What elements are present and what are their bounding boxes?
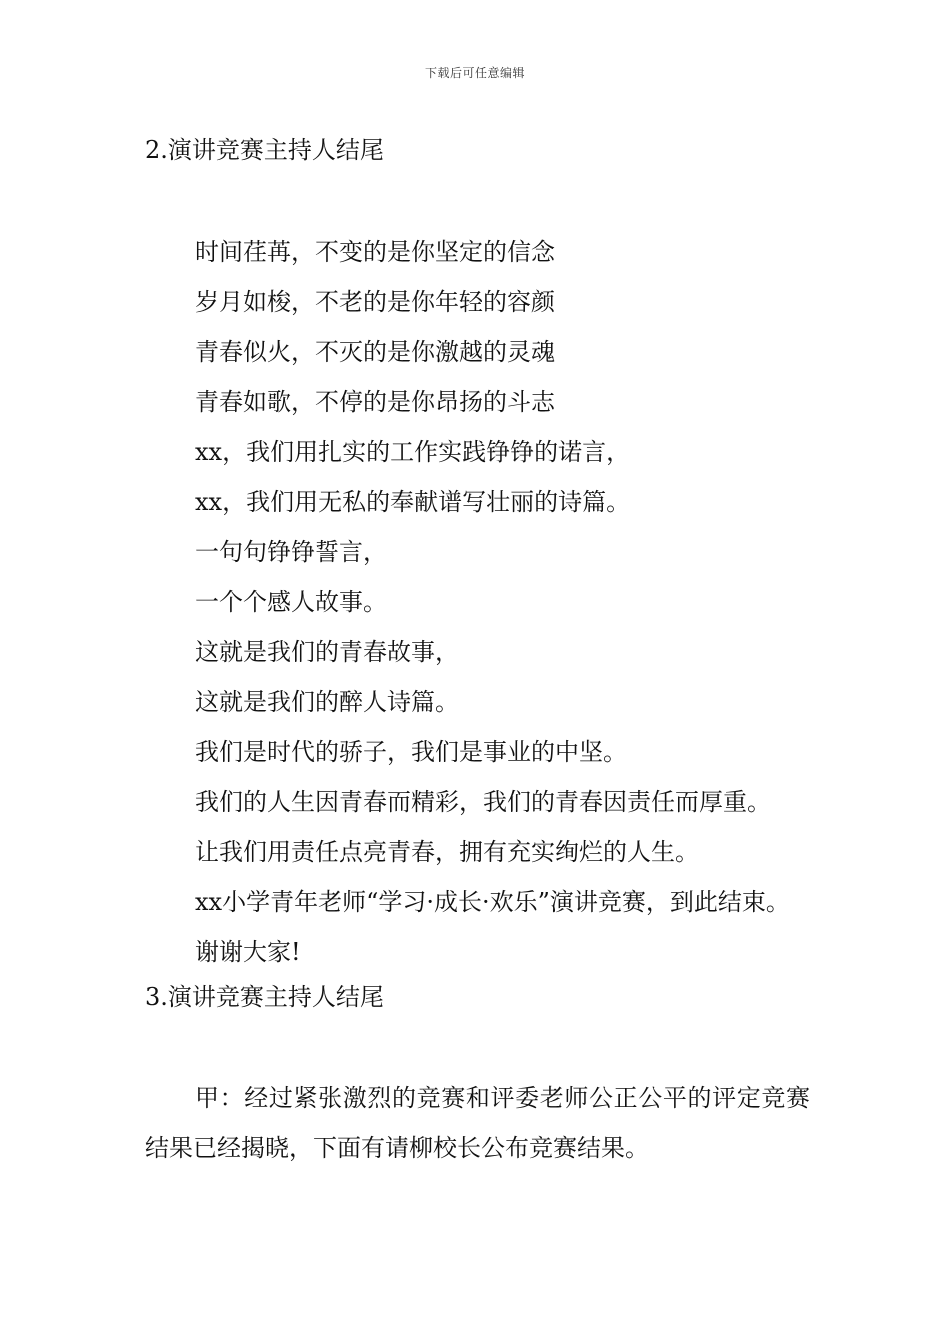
section-3-title: 3.演讲竞赛主持人结尾 <box>145 983 384 1011</box>
poem-line: 一句句铮铮誓言， <box>195 538 387 566</box>
poem-line: xx，我们用无私的奉献谱写壮丽的诗篇。 <box>195 488 631 516</box>
closing-paragraph: xx小学青年老师“学习·成长·欢乐”演讲竞赛，到此结束。 <box>195 888 790 916</box>
poem-line: 青春如歌，不停的是你昂扬的斗志 <box>195 388 555 416</box>
poem-line: 这就是我们的青春故事， <box>195 638 459 666</box>
poem-line: xx，我们用扎实的工作实践铮铮的诺言， <box>195 438 631 466</box>
poem-line: 岁月如梭，不老的是你年轻的容颜 <box>195 288 555 316</box>
page-header: 下载后可任意编辑 <box>424 66 525 80</box>
spacer <box>145 170 810 227</box>
document-body <box>145 130 810 1173</box>
section-3-paragraph: 甲：经过紧张激烈的竞赛和评委老师公正公平的评定竞赛结果已经揭晓，下面有请柳校长公布竞赛结果。 <box>145 1084 810 1162</box>
poem-line: 我们是时代的骄子，我们是事业的中坚。 <box>195 738 627 766</box>
spacer <box>145 1017 810 1073</box>
poem-line: 一个个感人故事。 <box>195 588 387 616</box>
section-2-title: 2.演讲竞赛主持人结尾 <box>145 136 384 164</box>
thanks-line: 谢谢大家! <box>195 938 301 966</box>
poem-line: 我们的人生因青春而精彩，我们的青春因责任而厚重。 <box>195 788 771 816</box>
poem-line: 让我们用责任点亮青春，拥有充实绚烂的人生。 <box>195 838 699 866</box>
poem-line: 时间荏苒，不变的是你坚定的信念 <box>195 238 555 266</box>
poem-line: 这就是我们的醉人诗篇。 <box>195 688 459 716</box>
poem-line: 青春似火，不灭的是你激越的灵魂 <box>195 338 555 366</box>
